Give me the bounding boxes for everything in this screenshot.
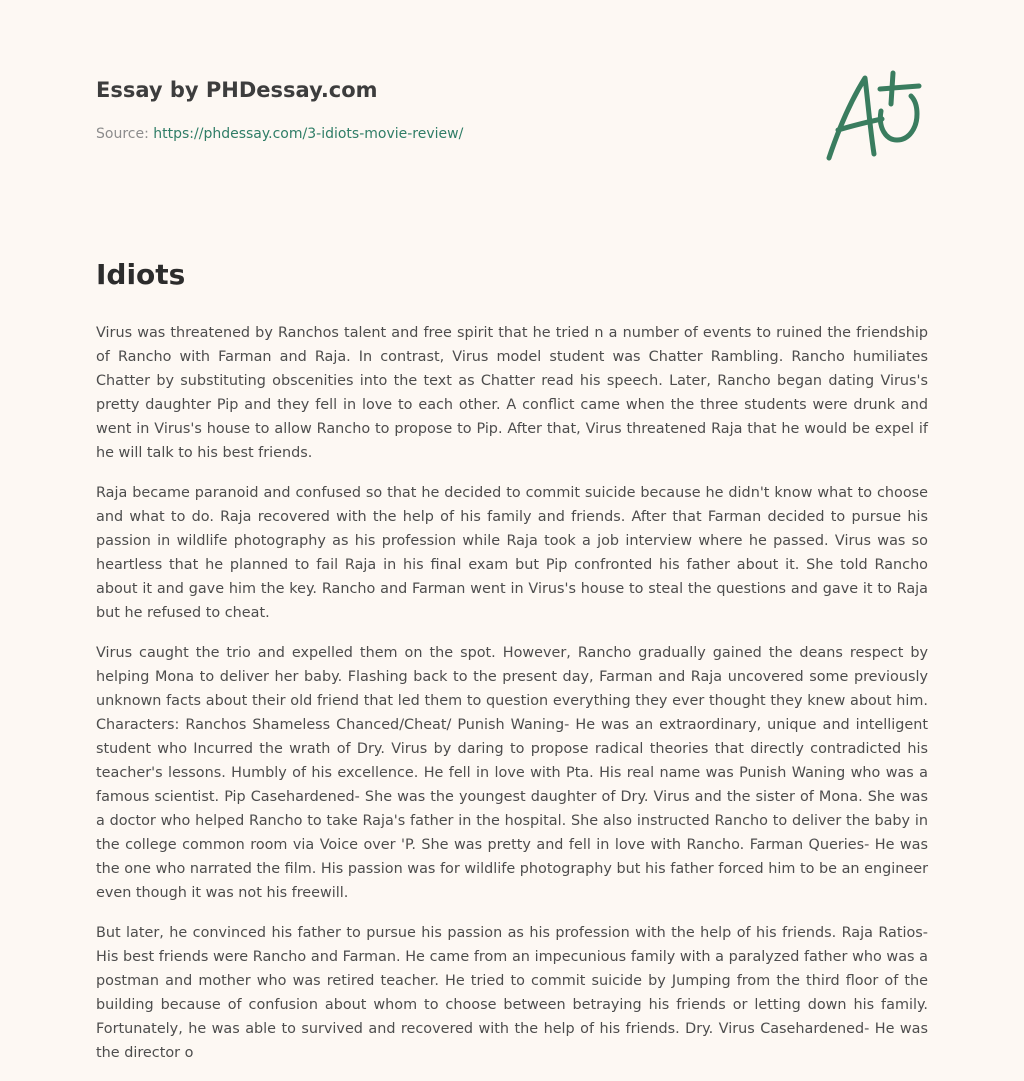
essay-paragraph-1: Virus was threatened by Ranchos talent and free spirit that he tried n a number of events to ruined the friendship of Rancho with Farman and Raja. In contrast, Virus model student was Chatter Rambling. Rancho humiliates Chatter by substituting obscenities into the text as Chatter read his speech. Later, Rancho began dating Virus's pretty daughter Pip and they fell in love to each other. A conflict came when the three students were drunk and went in Virus's house to allow Rancho to propose to Pip. After that, Virus threatened Raja that he would be expel if he will talk to his best friends. bbox=[96, 325, 928, 461]
a-plus-grade-icon bbox=[820, 66, 930, 166]
essay-paragraph-3: Virus caught the trio and expelled them on the spot. However, Rancho gradually gained the deans respect by helping Mona to deliver her baby. Flashing back to the present day, Farman and Raja uncovered some previously unknown facts about their old friend that led them to question everything they ever thought they knew about him. Characters: Ranchos Shameless Chanced/Cheat/ Punish Waning- He was an extraordinary, unique and intelligent student who Incurred the wrath of Dry. Virus by daring to propose radical theories that directly contradicted his teacher's lessons. Humbly of his excellence. He fell in love with Pta. His real name was Punish Waning who was a famous scientist. Pip Casehardened- She was the youngest daughter of Dry. Virus and the sister of Mona. She was a doctor who helped Rancho to take Raja's father in the hospital. She also instructed Rancho to deliver the baby in the college common room via Voice over 'P. She was pretty and fell in love with Rancho. Farman Queries- He was the one who narrated the film. His passion was for wildlife photography but his father forced him to be an engineer even though it was not his freewill. bbox=[96, 645, 928, 901]
page-header bbox=[96, 76, 796, 144]
essay-body bbox=[96, 255, 928, 1081]
source-link[interactable]: https://phdessay.com/3-idiots-movie-review/ bbox=[153, 126, 464, 142]
essay-paragraph-2: Raja became paranoid and confused so that he decided to commit suicide because he didn't know what to choose and what to do. Raja recovered with the help of his family and friends. After that Farman decided to pursue his passion in wildlife photography as his profession while Raja took a job interview where he passed. Virus was so heartless that he planned to fail Raja in his final exam but Pip confronted his father about it. She told Rancho about it and gave him the key. Rancho and Farman went in Virus's house to steal the questions and gave it to Raja but he refused to cheat. bbox=[96, 485, 928, 621]
essay-title: Idiots bbox=[96, 258, 186, 291]
essay-paragraph-4: But later, he convinced his father to pursue his passion as his profession with the help of his friends. Raja Ratios- His best friends were Rancho and Farman. He came from an impecunious family with a paralyzed father who was a postman and mother who was retired teacher. He tried to commit suicide by Jumping from the third floor of the building because of confusion about whom to choose between betraying his friends or letting down his family. Fortunately, he was able to survived and recovered with the help of his friends. Dry. Virus Casehardened- He was the director o bbox=[96, 925, 928, 1061]
source-line bbox=[96, 124, 796, 144]
brand-title: Essay by PHDessay.com bbox=[96, 78, 378, 102]
source-label: Source: bbox=[96, 126, 149, 142]
